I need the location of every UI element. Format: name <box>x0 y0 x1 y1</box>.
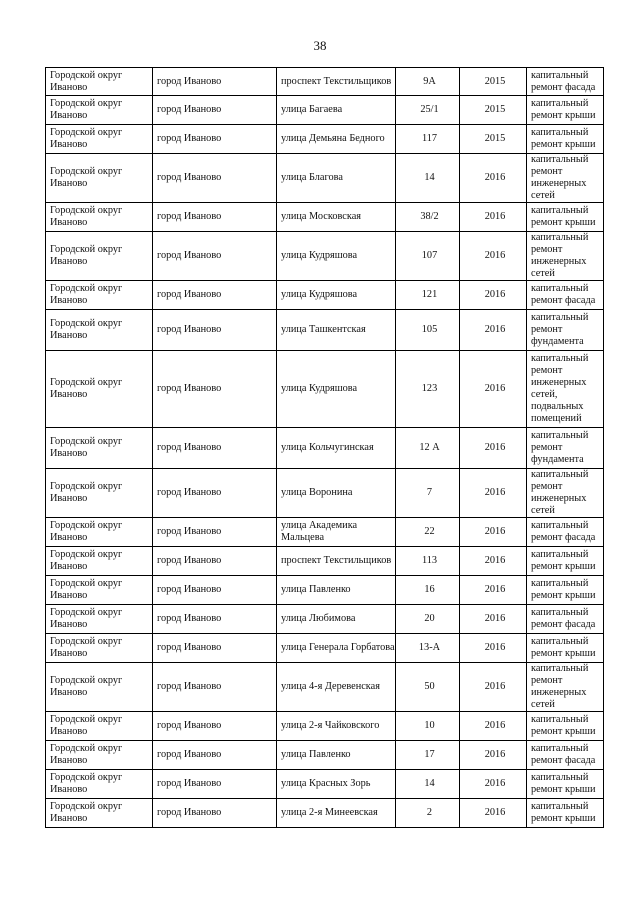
cell-street: улица Демьяна Бедного <box>277 125 396 154</box>
cell-year: 2016 <box>460 634 527 663</box>
cell-year: 2016 <box>460 154 527 203</box>
cell-street: улица Благова <box>277 154 396 203</box>
cell-district: Городской округ Иваново <box>46 310 153 351</box>
cell-work: капитальный ремонт фасада <box>527 605 604 634</box>
cell-house: 13-А <box>396 634 460 663</box>
cell-work: капитальный ремонт крыши <box>527 770 604 799</box>
cell-house: 16 <box>396 576 460 605</box>
cell-district: Городской округ Иваново <box>46 741 153 770</box>
cell-district: Городской округ Иваново <box>46 547 153 576</box>
cell-year: 2015 <box>460 68 527 96</box>
cell-street: улица Павленко <box>277 741 396 770</box>
cell-year: 2016 <box>460 576 527 605</box>
cell-year: 2016 <box>460 428 527 469</box>
cell-work: капитальный ремонт крыши <box>527 547 604 576</box>
cell-street: улица 2-я Минеевская <box>277 799 396 828</box>
cell-house: 38/2 <box>396 203 460 232</box>
cell-work: капитальный ремонт фасада <box>527 741 604 770</box>
cell-year: 2015 <box>460 125 527 154</box>
cell-year: 2016 <box>460 605 527 634</box>
cell-district: Городской округ Иваново <box>46 154 153 203</box>
cell-city: город Иваново <box>153 634 277 663</box>
cell-street: улица Кудряшова <box>277 232 396 281</box>
table-row <box>46 518 604 547</box>
cell-street: улица Кольчугинская <box>277 428 396 469</box>
cell-year: 2016 <box>460 310 527 351</box>
cell-house: 50 <box>396 663 460 712</box>
cell-year: 2016 <box>460 799 527 828</box>
cell-city: город Иваново <box>153 663 277 712</box>
cell-house: 117 <box>396 125 460 154</box>
cell-district: Городской округ Иваново <box>46 663 153 712</box>
cell-district: Городской округ Иваново <box>46 634 153 663</box>
cell-house: 14 <box>396 154 460 203</box>
cell-work: капитальный ремонт фасада <box>527 68 604 96</box>
cell-house: 20 <box>396 605 460 634</box>
cell-city: город Иваново <box>153 203 277 232</box>
cell-year: 2016 <box>460 663 527 712</box>
cell-work: капитальный ремонт крыши <box>527 203 604 232</box>
cell-district: Городской округ Иваново <box>46 96 153 125</box>
cell-house: 105 <box>396 310 460 351</box>
cell-district: Городской округ Иваново <box>46 351 153 428</box>
cell-work: капитальный ремонт инженерных сетей <box>527 469 604 518</box>
cell-district: Городской округ Иваново <box>46 518 153 547</box>
cell-city: город Иваново <box>153 281 277 310</box>
cell-district: Городской округ Иваново <box>46 576 153 605</box>
table-row <box>46 469 604 518</box>
table-row <box>46 605 604 634</box>
cell-city: город Иваново <box>153 469 277 518</box>
cell-street: улица Академика Мальцева <box>277 518 396 547</box>
cell-year: 2016 <box>460 547 527 576</box>
table-row <box>46 154 604 203</box>
cell-work: капитальный ремонт крыши <box>527 634 604 663</box>
table-row <box>46 634 604 663</box>
table-row <box>46 770 604 799</box>
registry-table <box>45 67 604 828</box>
cell-district: Городской округ Иваново <box>46 712 153 741</box>
cell-street: улица Московская <box>277 203 396 232</box>
cell-work: капитальный ремонт инженерных сетей, подвальных помещений <box>527 351 604 428</box>
table-row <box>46 281 604 310</box>
cell-house: 14 <box>396 770 460 799</box>
cell-year: 2016 <box>460 741 527 770</box>
cell-city: город Иваново <box>153 547 277 576</box>
cell-street: проспект Текстильщиков <box>277 547 396 576</box>
cell-year: 2016 <box>460 770 527 799</box>
cell-district: Городской округ Иваново <box>46 428 153 469</box>
table-row <box>46 96 604 125</box>
cell-city: город Иваново <box>153 310 277 351</box>
cell-city: город Иваново <box>153 351 277 428</box>
cell-district: Городской округ Иваново <box>46 799 153 828</box>
cell-street: улица 2-я Чайковского <box>277 712 396 741</box>
cell-city: город Иваново <box>153 96 277 125</box>
table-row <box>46 428 604 469</box>
table-row <box>46 741 604 770</box>
cell-house: 12 А <box>396 428 460 469</box>
cell-city: город Иваново <box>153 605 277 634</box>
cell-work: капитальный ремонт инженерных сетей <box>527 663 604 712</box>
table-row <box>46 203 604 232</box>
cell-work: капитальный ремонт крыши <box>527 576 604 605</box>
cell-house: 10 <box>396 712 460 741</box>
cell-district: Городской округ Иваново <box>46 469 153 518</box>
cell-house: 25/1 <box>396 96 460 125</box>
cell-work: капитальный ремонт фасада <box>527 518 604 547</box>
cell-house: 2 <box>396 799 460 828</box>
cell-city: город Иваново <box>153 741 277 770</box>
cell-city: город Иваново <box>153 125 277 154</box>
cell-work: капитальный ремонт крыши <box>527 96 604 125</box>
cell-house: 123 <box>396 351 460 428</box>
cell-city: город Иваново <box>153 576 277 605</box>
cell-street: улица Ташкентская <box>277 310 396 351</box>
cell-city: город Иваново <box>153 712 277 741</box>
cell-street: улица Воронина <box>277 469 396 518</box>
table-row <box>46 547 604 576</box>
cell-city: город Иваново <box>153 799 277 828</box>
cell-city: город Иваново <box>153 518 277 547</box>
cell-street: улица Красных Зорь <box>277 770 396 799</box>
cell-district: Городской округ Иваново <box>46 68 153 96</box>
cell-work: капитальный ремонт инженерных сетей <box>527 154 604 203</box>
cell-city: город Иваново <box>153 68 277 96</box>
cell-city: город Иваново <box>153 428 277 469</box>
cell-street: улица Багаева <box>277 96 396 125</box>
cell-year: 2016 <box>460 518 527 547</box>
table-row <box>46 125 604 154</box>
cell-work: капитальный ремонт фундамента <box>527 428 604 469</box>
table-row <box>46 712 604 741</box>
cell-district: Городской округ Иваново <box>46 203 153 232</box>
table-row <box>46 799 604 828</box>
cell-district: Городской округ Иваново <box>46 281 153 310</box>
cell-work: капитальный ремонт крыши <box>527 125 604 154</box>
table-row <box>46 576 604 605</box>
cell-district: Городской округ Иваново <box>46 605 153 634</box>
cell-district: Городской округ Иваново <box>46 125 153 154</box>
page-number: 38 <box>313 38 327 53</box>
table-row <box>46 351 604 428</box>
cell-work: капитальный ремонт крыши <box>527 799 604 828</box>
cell-house: 22 <box>396 518 460 547</box>
cell-house: 107 <box>396 232 460 281</box>
cell-year: 2016 <box>460 203 527 232</box>
cell-work: капитальный ремонт фундамента <box>527 310 604 351</box>
cell-street: улица Генерала Горбатова <box>277 634 396 663</box>
table-row <box>46 663 604 712</box>
table-row <box>46 232 604 281</box>
cell-district: Городской округ Иваново <box>46 770 153 799</box>
cell-street: улица 4-я Деревенская <box>277 663 396 712</box>
cell-house: 9А <box>396 68 460 96</box>
cell-house: 7 <box>396 469 460 518</box>
cell-city: город Иваново <box>153 154 277 203</box>
cell-year: 2016 <box>460 712 527 741</box>
cell-year: 2016 <box>460 469 527 518</box>
cell-street: улица Кудряшова <box>277 281 396 310</box>
cell-house: 17 <box>396 741 460 770</box>
cell-street: проспект Текстильщиков <box>277 68 396 96</box>
cell-year: 2015 <box>460 96 527 125</box>
registry-body <box>46 68 604 828</box>
cell-year: 2016 <box>460 281 527 310</box>
cell-year: 2016 <box>460 232 527 281</box>
cell-street: улица Кудряшова <box>277 351 396 428</box>
cell-house: 121 <box>396 281 460 310</box>
cell-work: капитальный ремонт крыши <box>527 712 604 741</box>
cell-district: Городской округ Иваново <box>46 232 153 281</box>
table-row <box>46 310 604 351</box>
cell-year: 2016 <box>460 351 527 428</box>
cell-work: капитальный ремонт фасада <box>527 281 604 310</box>
cell-street: улица Павленко <box>277 576 396 605</box>
cell-house: 113 <box>396 547 460 576</box>
cell-city: город Иваново <box>153 232 277 281</box>
cell-work: капитальный ремонт инженерных сетей <box>527 232 604 281</box>
cell-city: город Иваново <box>153 770 277 799</box>
cell-street: улица Любимова <box>277 605 396 634</box>
table-row <box>46 68 604 96</box>
